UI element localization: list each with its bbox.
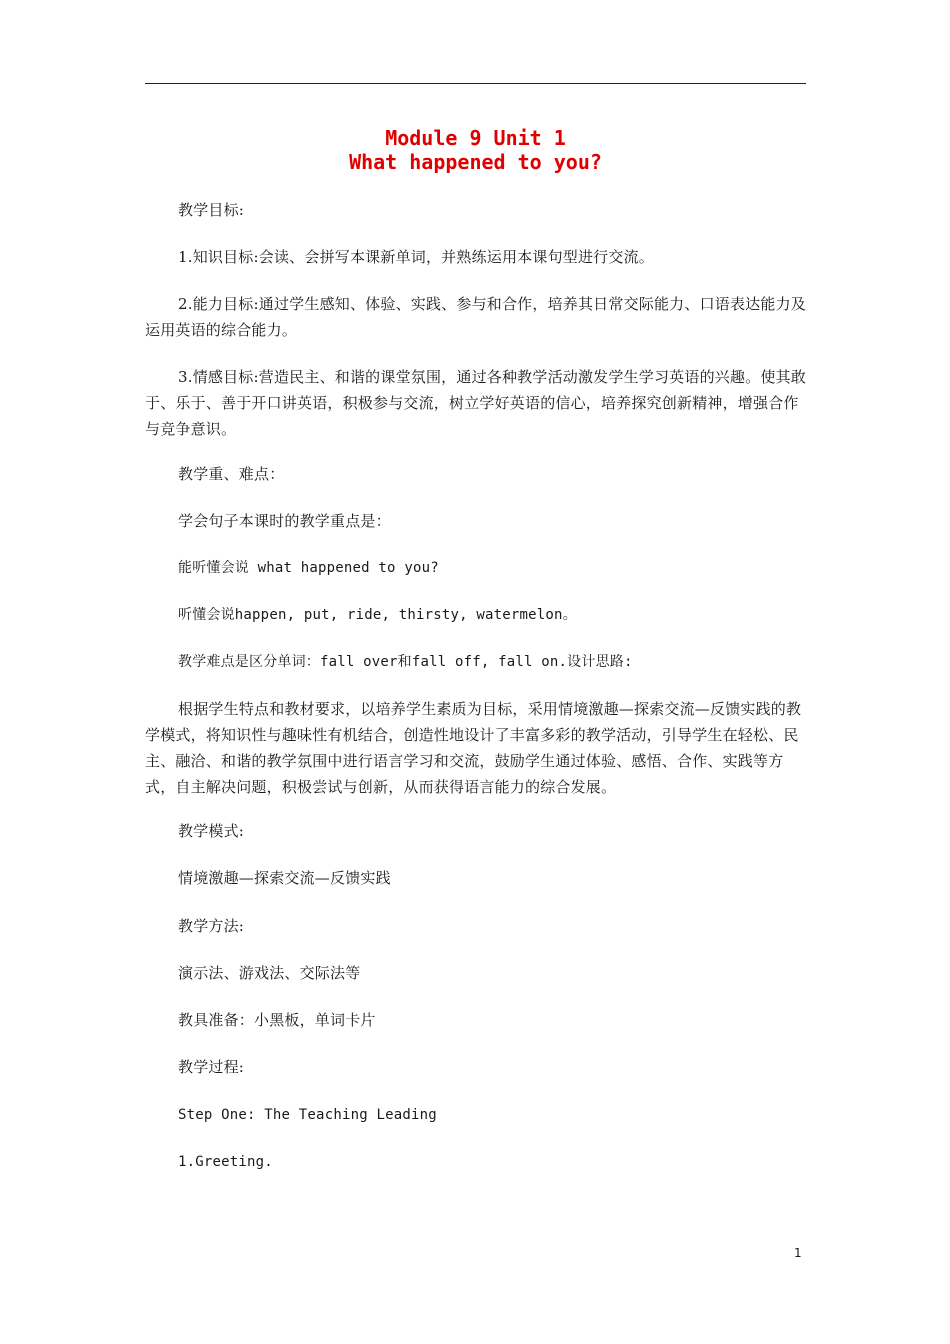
paragraph-teaching-mode-heading: 教学模式:	[178, 822, 245, 840]
page-number: 1	[794, 1246, 802, 1260]
paragraph-target-sentence: 能听懂会说 what happened to you?	[178, 560, 439, 576]
header-rule	[145, 83, 806, 84]
title-line-1: Module 9 Unit 1	[385, 126, 566, 150]
paragraph-greeting: 1.Greeting.	[178, 1154, 273, 1170]
paragraph-key-points: 教学重、难点：	[178, 465, 285, 483]
paragraph-teaching-mode: 情境激趣—探索交流—反馈实践	[178, 869, 391, 887]
paragraph-emotion-goal: 3.情感目标:营造民主、和谐的课堂氛围，通过各种教学活动激发学生学习英语的兴趣。使其敢于、乐于、善于开口讲英语，积极参与交流，树立学好英语的信心，培养探究创新精神，增强合作与竞争意识。	[145, 368, 806, 438]
paragraph-key-sentence: 学会句子本课时的教学重点是：	[178, 512, 391, 530]
paragraph-step-one: Step One: The Teaching Leading	[178, 1107, 437, 1123]
paragraph-knowledge-goal: 1.知识目标:会读、会拼写本课新单词，并熟练运用本课句型进行交流。	[178, 248, 654, 266]
paragraph-teaching-goals: 教学目标:	[178, 201, 245, 219]
paragraph-teaching-method-heading: 教学方法:	[178, 917, 245, 935]
paragraph-ability-goal: 2.能力目标:通过学生感知、体验、实践、参与和合作，培养其日常交际能力、口语表达能力及运用英语的综合能力。	[145, 295, 806, 339]
paragraph-teaching-aids: 教具准备：小黑板，单词卡片	[178, 1011, 376, 1029]
paragraph-teaching-method: 演示法、游戏法、交际法等	[178, 964, 361, 982]
paragraph-design-ideas: 根据学生特点和教材要求，以培养学生素质为目标，采用情境激趣—探索交流—反馈实践的教学模式，将知识性与趣味性有机结合，创造性地设计了丰富多彩的教学活动，引导学生在轻松、民主、融洽、和谐的教学氛围中进行语言学习和交流，鼓励学生通过体验、感悟、合作、实践等方式，自主解决问题，积极尝试与创新，从而获得语言能力的综合发展。	[145, 700, 802, 796]
title-line-2: What happened to you?	[349, 150, 602, 174]
paragraph-difficulty: 教学难点是区分单词：fall over和fall off, fall on.设计思路:	[178, 654, 633, 670]
paragraph-teaching-process: 教学过程:	[178, 1058, 245, 1076]
paragraph-vocabulary: 听懂会说happen, put, ride, thirsty, watermelon。	[178, 607, 577, 623]
